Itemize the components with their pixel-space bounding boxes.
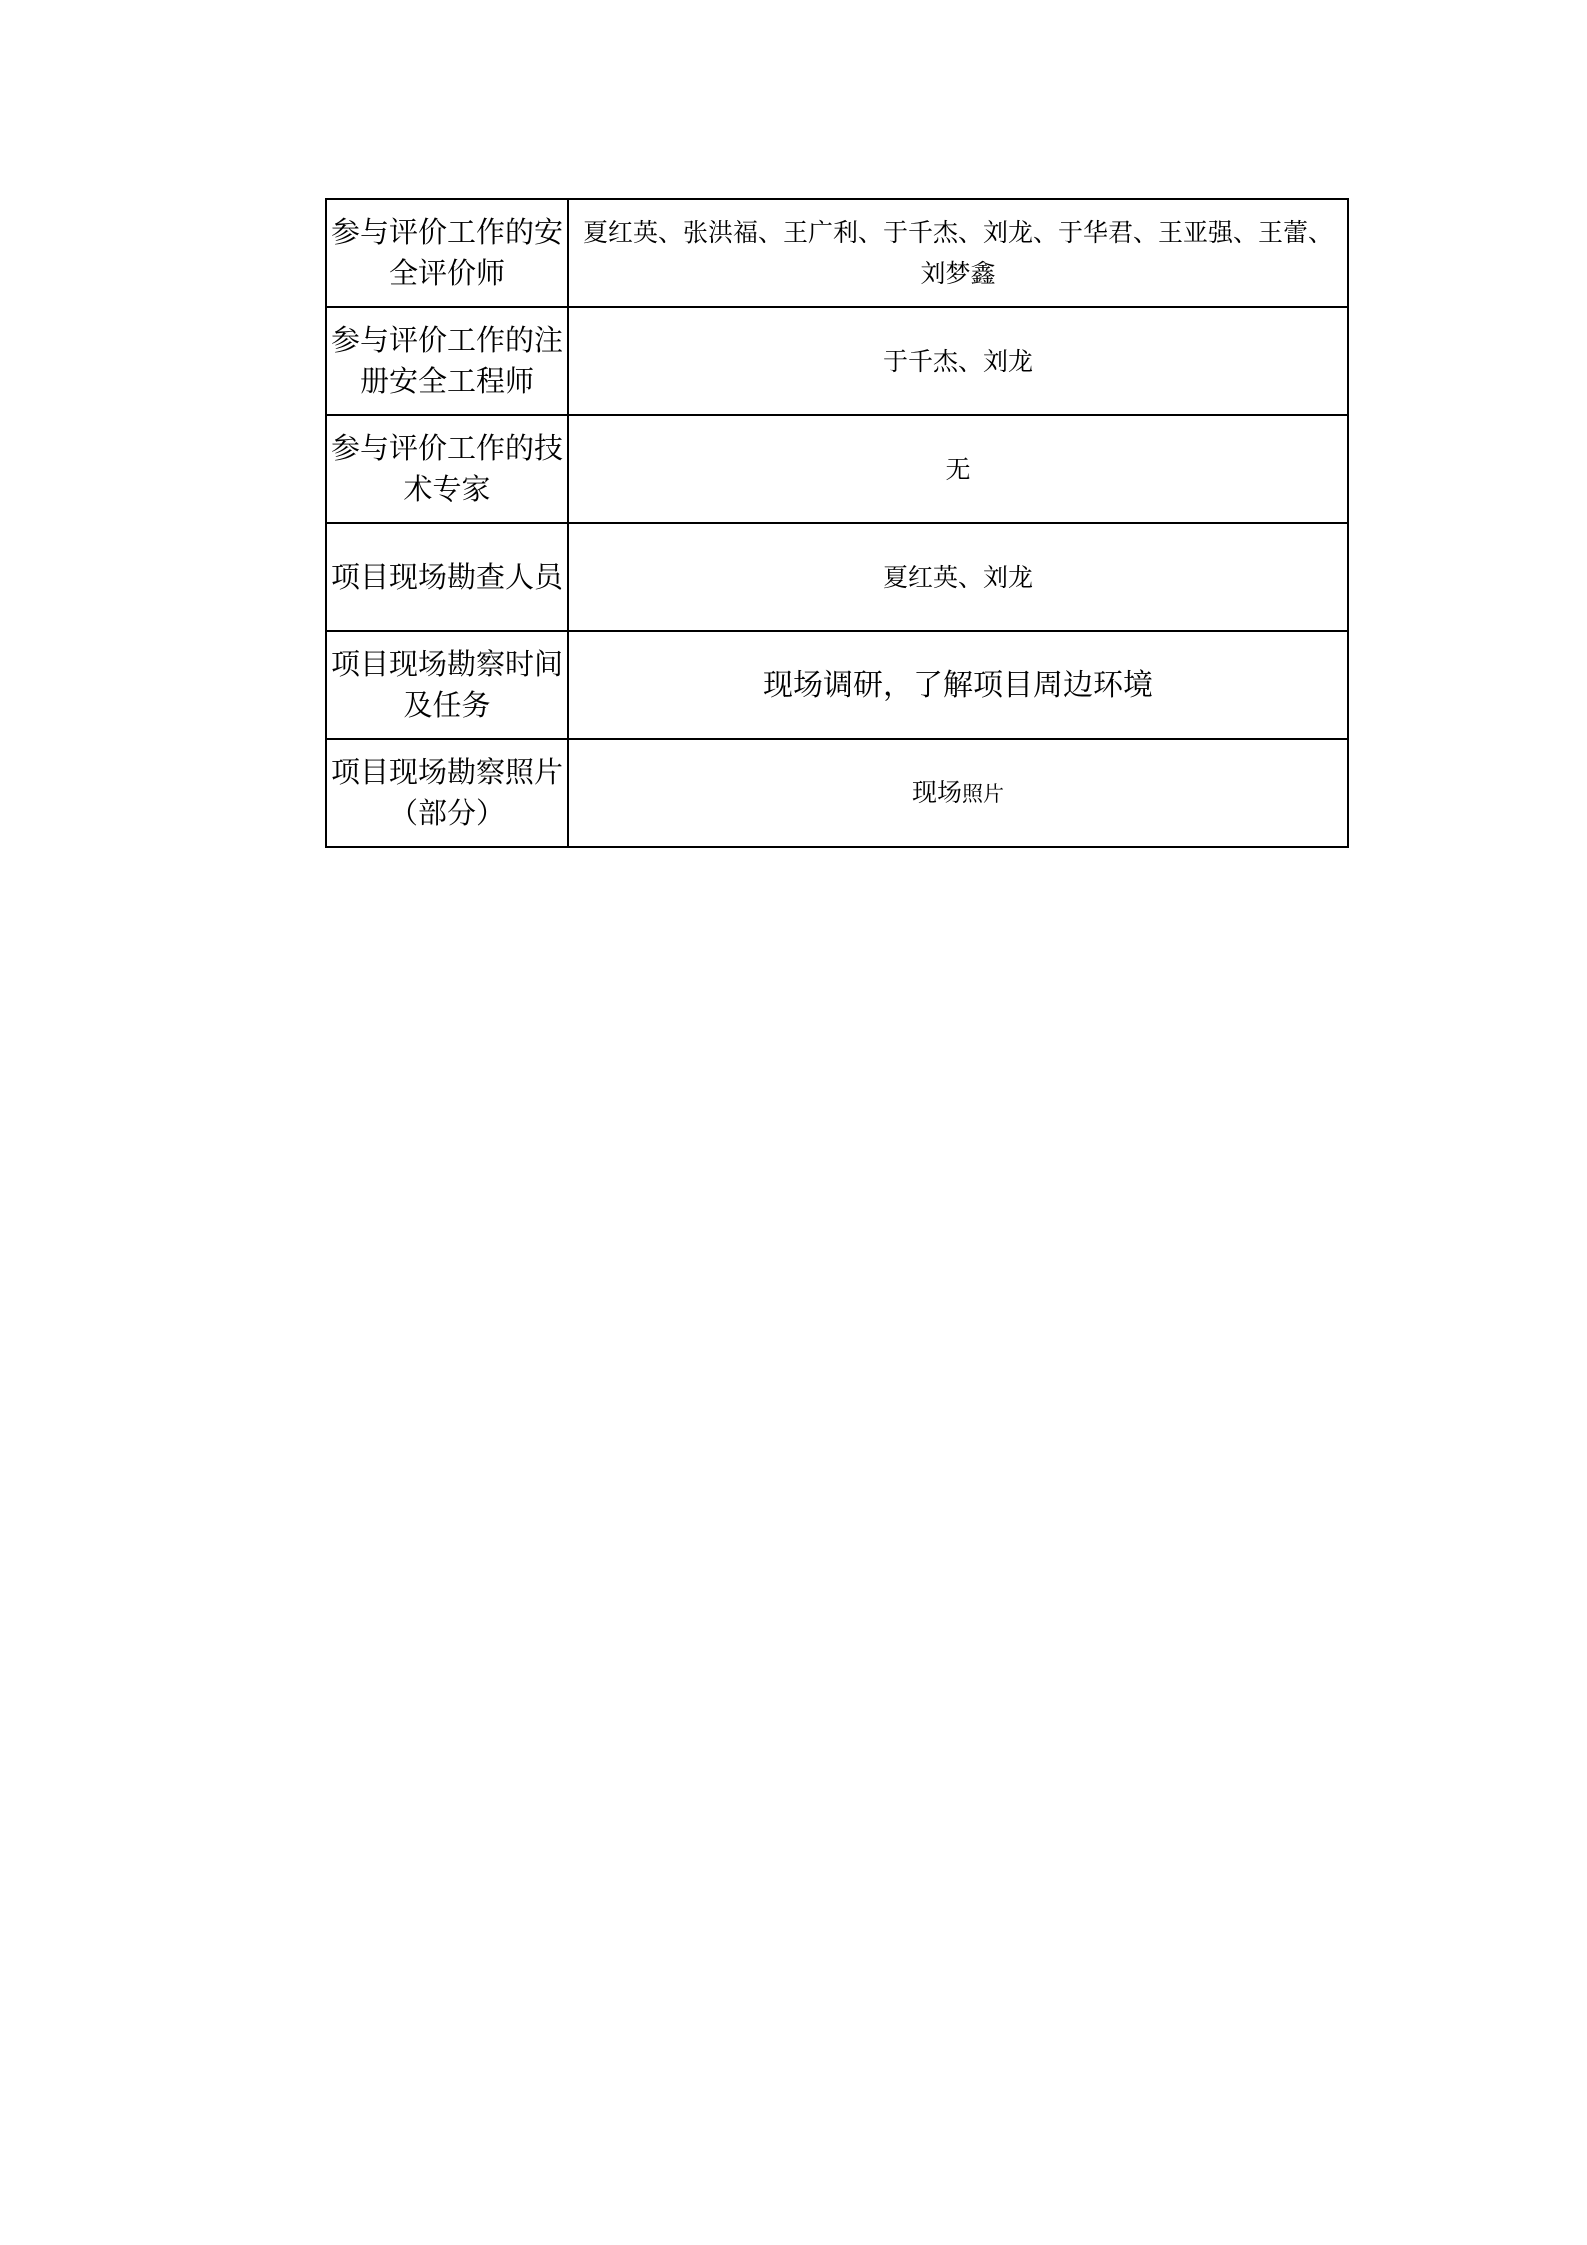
row-label-survey-photos: 项目现场勘察照片（部分）	[326, 739, 568, 847]
table-row	[326, 523, 1348, 631]
table-row	[326, 199, 1348, 307]
row-value-site-survey-staff: 夏红英、刘龙	[568, 523, 1348, 631]
photo-caption-small: 照片	[962, 781, 1004, 806]
row-label-site-survey-staff: 项目现场勘查人员	[326, 523, 568, 631]
row-label-registered-engineers: 参与评价工作的注册安全工程师	[326, 307, 568, 415]
row-value-technical-experts: 无	[568, 415, 1348, 523]
table-row	[326, 739, 1348, 847]
table-row	[326, 631, 1348, 739]
row-label-technical-experts: 参与评价工作的技术专家	[326, 415, 568, 523]
row-value-registered-engineers: 于千杰、刘龙	[568, 307, 1348, 415]
photo-caption-main: 现场	[911, 777, 962, 807]
evaluation-info-table	[325, 198, 1349, 848]
row-label-survey-time-tasks: 项目现场勘察时间及任务	[326, 631, 568, 739]
row-value-survey-time-tasks: 现场调研，了解项目周边环境	[568, 631, 1348, 739]
row-value-survey-photos	[568, 739, 1348, 847]
table-row	[326, 415, 1348, 523]
table-row	[326, 307, 1348, 415]
row-label-safety-evaluators: 参与评价工作的安全评价师	[326, 199, 568, 307]
row-value-safety-evaluators: 夏红英、张洪福、王广利、于千杰、刘龙、于华君、王亚强、王蕾、刘梦鑫	[568, 199, 1348, 307]
